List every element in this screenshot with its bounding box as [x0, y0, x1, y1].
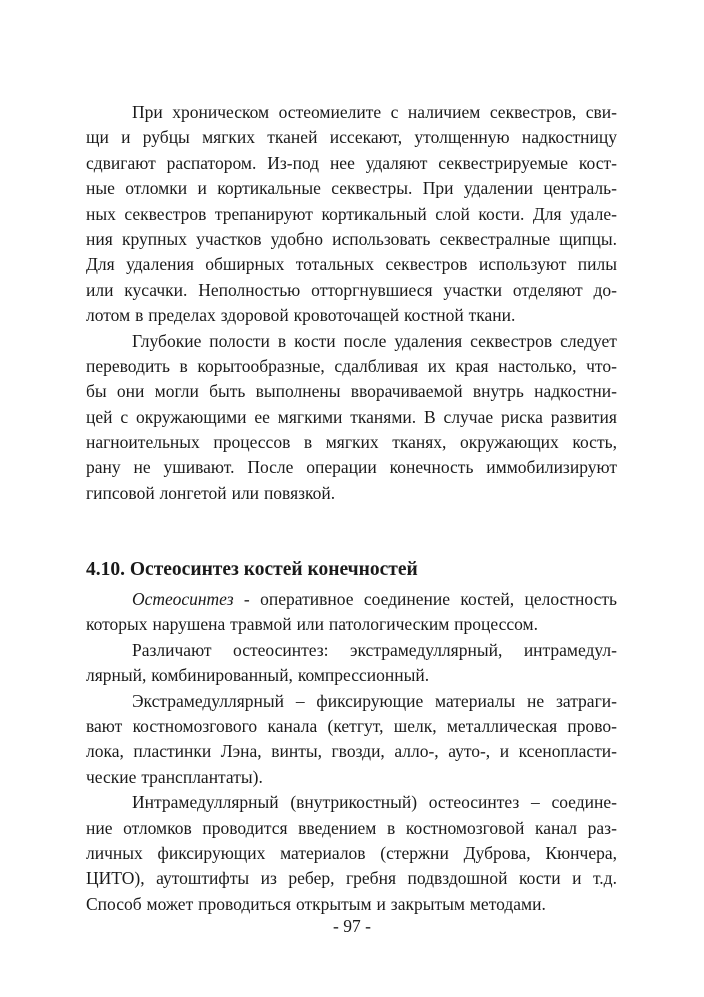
word: проводится: [202, 817, 288, 838]
word: с: [120, 406, 129, 427]
word: может: [146, 893, 194, 914]
word: или: [86, 279, 114, 300]
word: открытым: [295, 893, 372, 914]
text-line: [86, 481, 617, 506]
word: компрессионный.: [297, 665, 430, 686]
word: иммобилизируют: [486, 457, 617, 478]
word: кортикальный: [321, 203, 427, 224]
word: Для: [86, 254, 115, 275]
word: ее: [254, 406, 270, 427]
word: тканями.: [350, 406, 417, 427]
word: раз-: [587, 817, 617, 838]
text-line: [86, 151, 617, 176]
text-line: [86, 587, 617, 612]
word: (кетгут,: [327, 715, 384, 736]
word: вворачиваемой: [350, 381, 463, 402]
word: удаления: [394, 330, 463, 351]
word: быть: [209, 381, 246, 402]
word: их: [427, 355, 446, 376]
word: материалов: [280, 842, 366, 863]
word: секвестрируемые: [438, 152, 569, 173]
word: повязкой.: [263, 482, 336, 503]
text-line: [86, 455, 617, 480]
word: соедине-: [551, 792, 617, 813]
word: Неполностью: [198, 279, 301, 300]
word: Глубокие: [132, 330, 202, 351]
text-line: [86, 790, 617, 815]
word: остеомиелите: [278, 102, 382, 122]
word: что-: [586, 355, 617, 376]
word: экстрамедуллярный,: [349, 639, 503, 660]
word: пределах: [148, 305, 216, 326]
word: При: [132, 102, 163, 122]
word: выполнены: [255, 381, 341, 402]
word: конечность: [389, 457, 474, 478]
word: использовать: [332, 228, 431, 249]
word: они: [116, 381, 145, 402]
word: секвестралные: [439, 228, 551, 249]
word: травмой: [230, 614, 292, 635]
word: до-: [593, 279, 617, 300]
word: пластинки: [133, 741, 212, 762]
word: или: [231, 482, 260, 503]
word: кусачки.: [124, 279, 188, 300]
word: При: [422, 178, 454, 199]
word: окружающими: [136, 406, 247, 427]
word: не: [133, 457, 151, 478]
word: и: [376, 893, 386, 914]
word: после: [343, 330, 387, 351]
word: целостность: [524, 589, 617, 609]
word: щи: [86, 127, 109, 148]
word: централь-: [543, 178, 617, 199]
word: ЦИТО),: [86, 868, 145, 889]
word: лотом: [86, 305, 131, 326]
word: полости: [209, 330, 270, 351]
word: Дуброва,: [463, 842, 531, 863]
word: т.д.: [592, 868, 617, 889]
word: удаляют: [365, 152, 428, 173]
word: трансплантаты).: [141, 766, 263, 787]
word: лока,: [86, 741, 124, 762]
word: хроническом: [172, 102, 270, 122]
text-line: [86, 379, 617, 404]
word: винты,: [271, 741, 322, 762]
text-line: [86, 739, 617, 764]
word: в: [303, 432, 313, 453]
body-text-bottom: [86, 587, 617, 917]
word: участков: [196, 228, 262, 249]
word: кости: [294, 330, 336, 351]
text-line: [86, 714, 617, 739]
word: случае: [443, 406, 494, 427]
word: операции: [306, 457, 377, 478]
word: интрамедул-: [523, 639, 617, 660]
word: мягких: [325, 432, 379, 453]
word: тотальных: [295, 254, 375, 275]
word: которых: [86, 614, 148, 635]
word: внутрь: [472, 381, 524, 402]
word: фиксирующих: [157, 842, 266, 863]
word: лонгетой: [159, 482, 227, 503]
word: надкостницу: [521, 127, 617, 148]
word: процессом.: [454, 614, 539, 635]
word: нагноительных: [86, 432, 200, 453]
word: остеосинтез:: [233, 639, 329, 660]
word: гребня: [345, 868, 396, 889]
word: отломков: [123, 817, 192, 838]
word: материалы: [435, 690, 516, 711]
word: и: [121, 127, 131, 148]
word: (стержни: [380, 842, 449, 863]
text-line: [86, 278, 617, 303]
word: прово-: [567, 715, 617, 736]
word: остеосинтез: [428, 792, 520, 813]
word: ные: [86, 178, 115, 199]
word: подвздошной: [407, 868, 508, 889]
word: ческие: [86, 766, 137, 787]
word: мягкими: [277, 406, 343, 427]
word: ных: [86, 203, 116, 224]
word: мягких: [202, 127, 256, 148]
word: сдалбливая: [334, 355, 419, 376]
word: секвестров: [385, 254, 468, 275]
word: используют: [478, 254, 567, 275]
word: удобно: [270, 228, 323, 249]
word: иссекают,: [329, 127, 403, 148]
word: риска: [501, 406, 543, 427]
word: –: [531, 792, 540, 813]
word: сдвигают: [86, 152, 156, 173]
word: и: [499, 741, 510, 762]
text-line: [86, 612, 617, 637]
text-line: [86, 100, 617, 125]
word: Интрамедуллярный: [132, 792, 279, 813]
word: и: [197, 178, 207, 199]
word: или: [296, 614, 325, 635]
section-heading: 4.10. Остеосинтез костей конечностей: [86, 559, 418, 580]
word: После: [247, 457, 294, 478]
word: лярный,: [86, 665, 147, 686]
word: личных: [86, 842, 143, 863]
text-line: [86, 252, 617, 277]
word: здоровой: [220, 305, 289, 326]
word: Из-под: [267, 152, 320, 173]
word: –: [295, 690, 305, 711]
word: Различают: [132, 639, 212, 660]
word: канала: [267, 715, 318, 736]
text-line: [86, 176, 617, 201]
word: нее: [329, 152, 355, 173]
word: методами.: [469, 893, 546, 914]
word: пилы: [577, 254, 617, 275]
word: секвестров: [470, 330, 553, 351]
word: тканей: [267, 127, 318, 148]
text-line: [86, 841, 617, 866]
word: ушивают.: [163, 457, 235, 478]
word: кости: [518, 868, 561, 889]
text-line: [86, 405, 617, 430]
word: закрытым: [390, 893, 465, 914]
word: тканях,: [392, 432, 447, 453]
word: Способ: [86, 893, 142, 914]
word: комбинированный,: [151, 665, 293, 686]
word: процессов: [213, 432, 291, 453]
word: кортикальные: [217, 178, 321, 199]
word: настолько,: [498, 355, 577, 376]
word: (внутрикостный): [290, 792, 418, 813]
word: фиксирующие: [316, 690, 424, 711]
page-number: - 97 -: [333, 916, 371, 936]
word: канал: [535, 817, 578, 838]
word: и: [572, 868, 582, 889]
word: края: [455, 355, 489, 376]
word: в: [387, 817, 396, 838]
word: введением: [298, 817, 377, 838]
word: гвозди,: [331, 741, 385, 762]
word: аутоштифты: [156, 868, 250, 889]
text-line: [86, 866, 617, 891]
text-line: [86, 354, 617, 379]
word: отломки: [125, 178, 188, 199]
word: костной: [404, 305, 464, 326]
word: шелк,: [393, 715, 437, 736]
word: ния: [86, 228, 113, 249]
text-line: [86, 816, 617, 841]
word: кровоточащей: [293, 305, 400, 326]
word: костномозговой: [405, 817, 525, 838]
word: утолщенную: [414, 127, 510, 148]
text-line: [86, 202, 617, 227]
word: Лэна,: [220, 741, 262, 762]
term-emphasis: Остеосинтез: [132, 589, 234, 609]
word: ние: [86, 817, 113, 838]
text-line: [86, 303, 617, 328]
text-line: [86, 689, 617, 714]
word: из: [260, 868, 277, 889]
word: алло-,: [394, 741, 439, 762]
word: трепанируют: [214, 203, 313, 224]
word: металлическая: [446, 715, 558, 736]
word: соединение: [363, 589, 451, 609]
word: отделяют: [512, 279, 583, 300]
word: отторгнувшиеся: [311, 279, 433, 300]
word: нарушена: [152, 614, 226, 635]
word: щипцы.: [559, 228, 617, 249]
word: удалении: [463, 178, 533, 199]
word: секвестры.: [331, 178, 413, 199]
word: костей,: [460, 589, 515, 609]
word: в: [277, 330, 287, 351]
word: костномозгового: [132, 715, 258, 736]
word: развития: [550, 406, 617, 427]
word: удаления: [126, 254, 194, 275]
text-line: [86, 663, 617, 688]
word: патологическим: [328, 614, 450, 635]
word: крупных: [121, 228, 187, 249]
word: рубцы: [142, 127, 190, 148]
word: переводить: [86, 355, 170, 376]
word: не: [527, 690, 545, 711]
word: с: [390, 102, 399, 122]
text-line: [86, 765, 617, 790]
word: гипсовой: [86, 482, 155, 503]
word: -: [243, 589, 250, 609]
word: ксенопласти-: [518, 741, 617, 762]
word: ткани.: [468, 305, 516, 326]
word: оперативное: [260, 589, 354, 609]
word: Экстрамедуллярный: [132, 690, 285, 711]
word: рану: [86, 457, 121, 478]
word: цей: [86, 406, 113, 427]
word: Кюнчера,: [545, 842, 617, 863]
word: следует: [560, 330, 617, 351]
word: в: [179, 355, 188, 376]
word: слой: [435, 203, 470, 224]
word: надкостни-: [534, 381, 617, 402]
word: удале-: [570, 203, 617, 224]
word: в: [135, 305, 144, 326]
word: затраги-: [555, 690, 617, 711]
word: секвестров: [124, 203, 207, 224]
text-line: [86, 125, 617, 150]
word: наличием: [407, 102, 481, 122]
word: ауто-,: [448, 741, 491, 762]
word: секвестров,: [489, 102, 577, 122]
word: участки: [443, 279, 502, 300]
word: проводиться: [198, 893, 292, 914]
text-line: [86, 638, 617, 663]
text-line: [86, 227, 617, 252]
word: В: [424, 406, 436, 427]
word: кость,: [572, 432, 617, 453]
word: вают: [86, 715, 123, 736]
text-line: [86, 329, 617, 354]
word: окружающих: [459, 432, 559, 453]
word: кост-: [578, 152, 617, 173]
word: сви-: [585, 102, 617, 122]
word: корытообразные,: [197, 355, 325, 376]
word: могли: [154, 381, 199, 402]
word: бы: [86, 381, 107, 402]
word: кости.: [478, 203, 525, 224]
body-text-top: [86, 100, 617, 506]
word: распатором.: [166, 152, 257, 173]
text-line: [86, 430, 617, 455]
word: ребер,: [288, 868, 335, 889]
word: Для: [532, 203, 562, 224]
word: обширных: [205, 254, 285, 275]
